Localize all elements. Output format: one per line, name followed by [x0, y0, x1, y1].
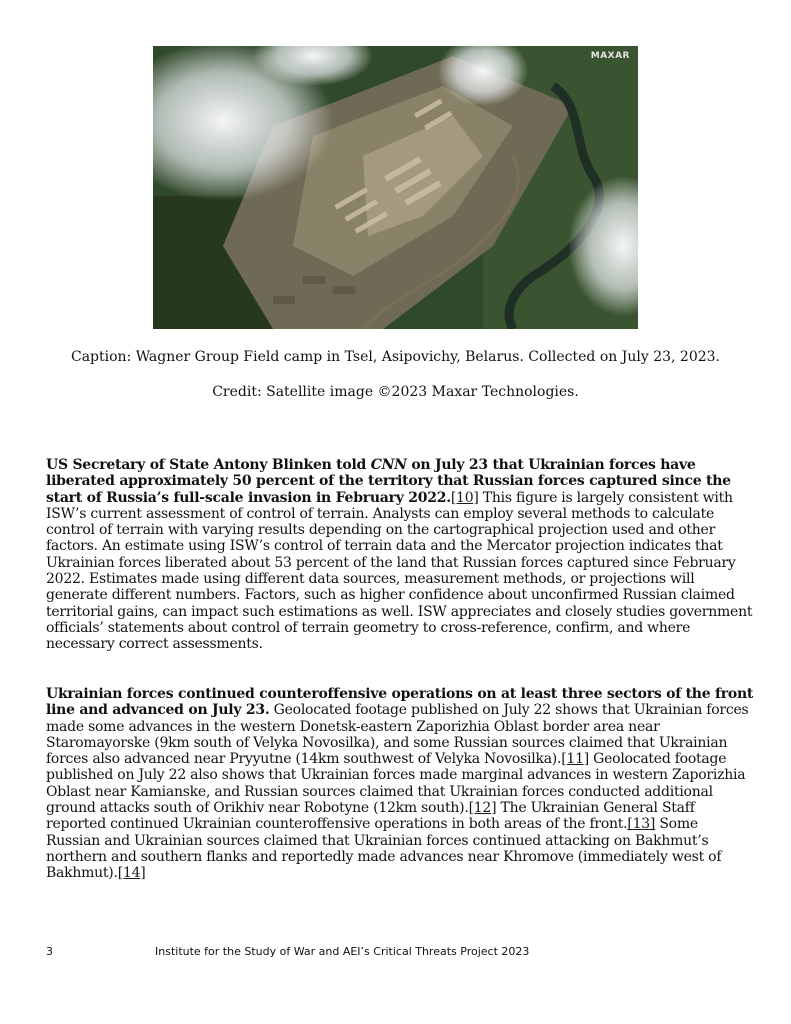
- page-number: 3: [46, 945, 53, 958]
- paragraph-blinken-statement: [46, 457, 754, 653]
- footer-text: Institute for the Study of War and AEI’s Critical Threats Project 2023: [155, 945, 530, 958]
- paragraph2-body-d: Some Russian and Ukrainian sources claimed that Ukrainian forces continued attacking on Bakhmut’s northern and southern flanks and reportedly made advances near Khromove (immediately west of Bakhmut).: [46, 816, 722, 882]
- footnote-link-13[interactable]: [13]: [627, 816, 656, 833]
- lead-bold-a: US Secretary of State Antony Blinken told: [46, 457, 371, 473]
- paragraph2-body-b: Geolocated footage published on July 22 also shows that Ukrainian forces made marginal advances in western Zaporizhia Oblast near Kamianske, and Russian sources claimed that Ukrainian forces conducted additional ground attacks south of Orikhiv near Robotyne (12km south).: [46, 751, 746, 817]
- maxar-watermark: MAXAR: [590, 51, 630, 61]
- paragraph2-body-c: The Ukrainian General Staff reported continued Ukrainian counteroffensive operations in both areas of the front.: [46, 800, 695, 833]
- footnote-link-10[interactable]: [10]: [450, 489, 479, 506]
- lead-bold-italic-cnn: CNN: [370, 457, 407, 473]
- lead-bold-b: on July 23 that Ukrainian forces have liberated approximately 50 percent of the territory that Russian forces captured since the start of Russia’s full-scale invasion in February 2022.: [46, 457, 731, 506]
- image-caption: Caption: Wagner Group Field camp in Tsel, Asipovichy, Belarus. Collected on July 23, 2023.: [71, 349, 720, 365]
- footnote-link-12[interactable]: [12]: [468, 800, 497, 817]
- paragraph1-body: This figure is largely consistent with ISW’s current assessment of control of terrain. Analysts can employ several methods to calculate control of terrain with varying results depending on the cartographical projection used and other factors. An estimate using ISW’s control of terrain data and the Mercator projection indicates that Ukrainian forces liberated about 53 percent of the land that Russian forces captured since February 2022. Estimates made using different data sources, measurement methods, or projections will generate different numbers. Factors, such as higher confidence about unconfirmed Russian claimed territorial gains, can impact such estimations as well. ISW appreciates and closely studies government officials’ statements about control of terrain geometry to cross-reference, confirm, and where necessary correct assessments.: [46, 489, 753, 653]
- image-credit: Credit: Satellite image ©2023 Maxar Technologies.: [212, 384, 579, 400]
- satellite-image-graphic: [153, 46, 638, 329]
- paragraph-counteroffensive: [46, 686, 754, 882]
- footnote-link-11[interactable]: [11]: [561, 751, 589, 768]
- satellite-image: [153, 46, 638, 329]
- lead-bold: Ukrainian forces continued counteroffensive operations on at least three sectors of the front line and advanced on July 23.: [46, 686, 754, 719]
- footnote-link-14[interactable]: [14]: [117, 865, 146, 882]
- paragraph2-body-a: Geolocated footage published on July 22 shows that Ukrainian forces made some advances in the western Donetsk-eastern Zaporizhia Oblast border area near Staromayorske (9km south of Velyka Novosilka), and some Russian sources claimed that Ukrainian forces also advanced near Pryyutne (14km southwest of Velyka Novosilka).: [46, 702, 749, 768]
